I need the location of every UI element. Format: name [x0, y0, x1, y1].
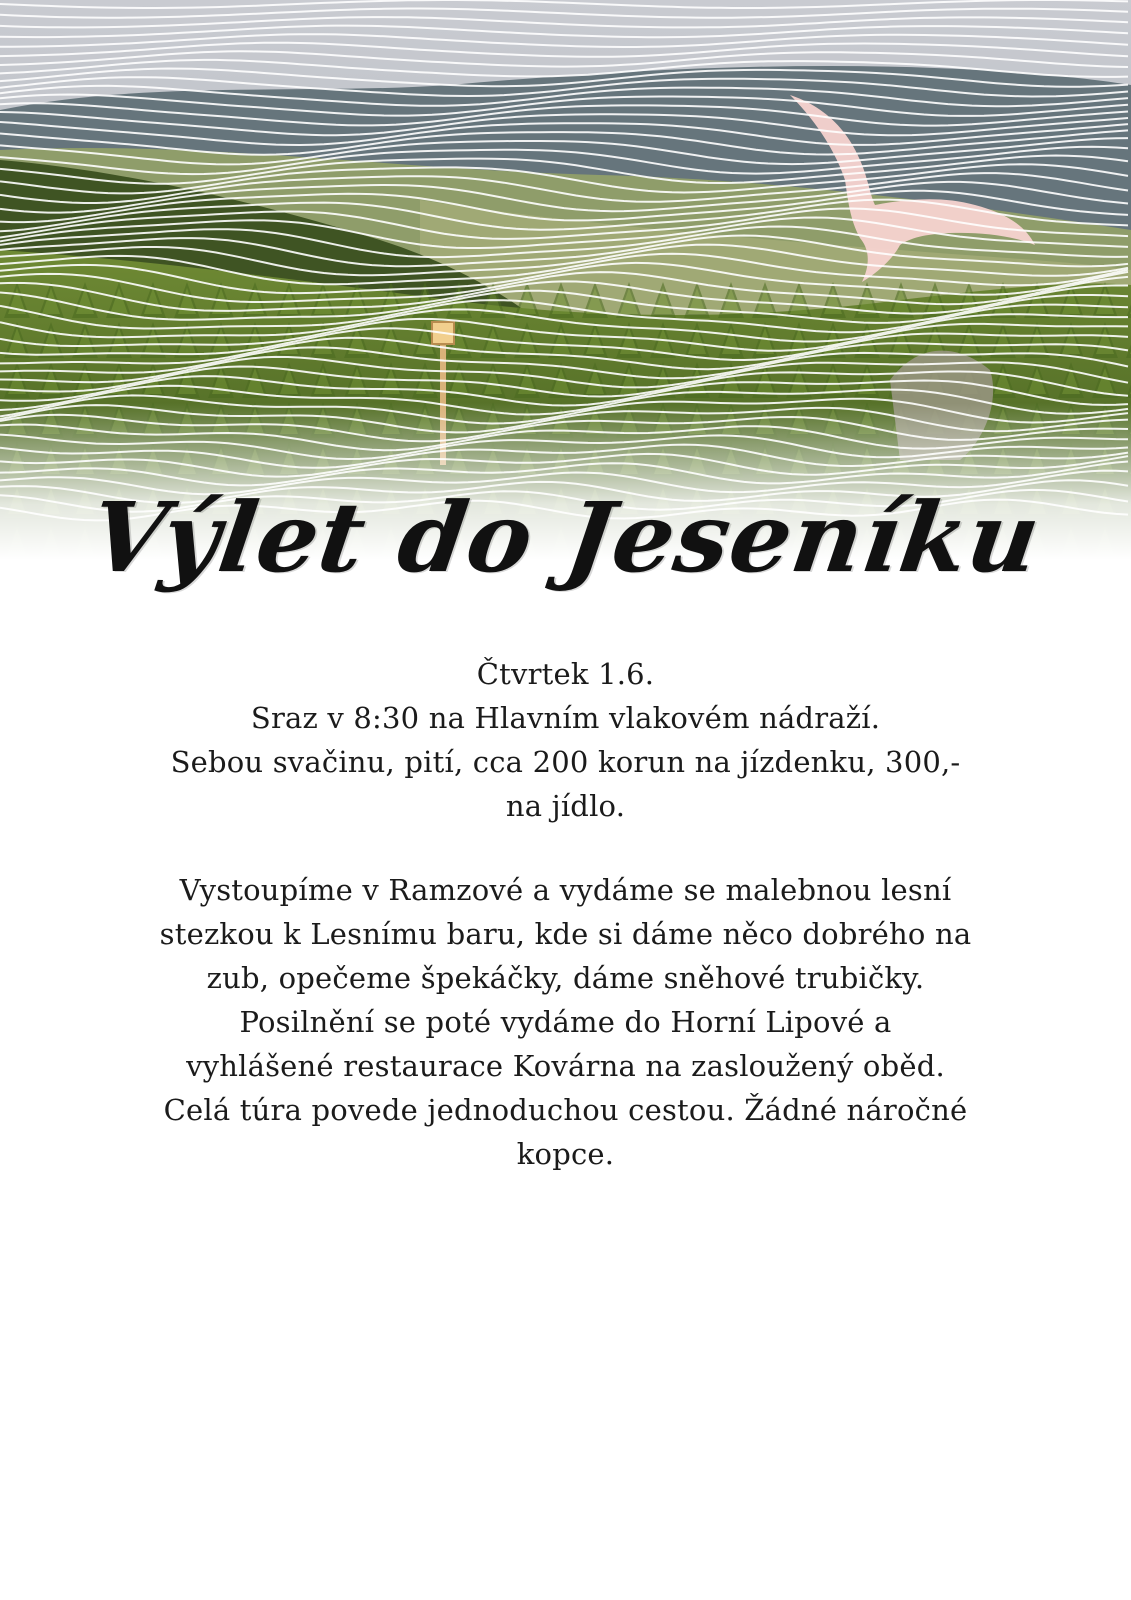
description-line: vyhlášené restaurace Kovárna na zasloužený oběd.: [186, 1049, 945, 1083]
trip-info-block: [100, 652, 1031, 828]
info-line-bring-cont: na jídlo.: [505, 789, 626, 823]
trip-description-block: [100, 868, 1031, 1176]
description-line: Posilnění se poté vydáme do Horní Lipové a: [239, 1005, 892, 1039]
description-line: Celá túra povede jednoduchou cestou. Žádné náročné: [163, 1093, 968, 1127]
description-line: Vystoupíme v Ramzové a vydáme se malebnou lesní: [179, 873, 952, 907]
info-line-meeting: Sraz v 8:30 na Hlavním vlakovém nádraží.: [250, 701, 881, 735]
hero-landscape-image: [0, 0, 1131, 560]
description-line: stezkou k Lesnímu baru, kde si dáme něco dobrého na: [159, 917, 972, 951]
description-line: kopce.: [516, 1137, 615, 1171]
info-line-date: Čtvrtek 1.6.: [476, 657, 655, 691]
description-line: zub, opečeme špekáčky, dáme sněhové trubičky.: [206, 961, 925, 995]
poster-title: Výlet do Jeseníku: [83, 481, 1048, 594]
info-line-bring: Sebou svačinu, pití, cca 200 korun na jízdenku, 300,-: [170, 745, 961, 779]
